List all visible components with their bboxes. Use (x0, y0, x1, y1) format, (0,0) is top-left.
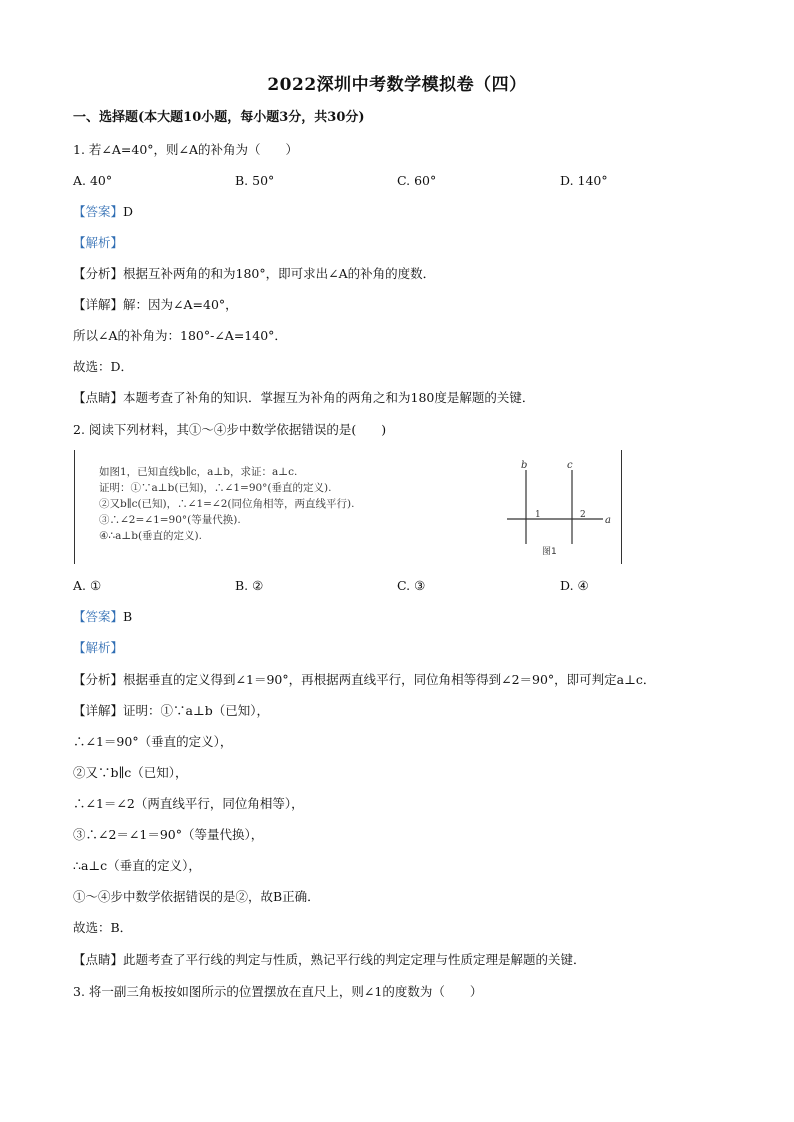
q2-option-d: D. ④ (560, 578, 589, 593)
answer-tag: 【答案】 (73, 204, 124, 219)
fenxi-text: 根据互补两角的和为180°，即可求出∠A的补角的度数． (123, 266, 436, 281)
q2-answer (73, 609, 132, 625)
q1-stem: 1. 若∠A=40°，则∠A的补角为（ ） (73, 142, 299, 157)
figure-line: 证明：①∵a⊥b(已知)，∴∠1=90°(垂直的定义). (99, 482, 332, 494)
fenxi-text: 根据垂直的定义得到∠1＝90°，再根据两直线平行，同位角相等得到∠2＝90°，即可判定a⊥c． (123, 672, 656, 687)
q3-stem: 3. 将一副三角板按如图所示的位置摆放在直尺上，则∠1的度数为（ ） (73, 984, 483, 999)
label-c: c (567, 460, 573, 471)
q1-xiangjie (73, 297, 238, 313)
q2-option-c: C. ③ (397, 578, 426, 593)
answer-value: D (123, 204, 134, 219)
xiangjie-tag: 【详解】 (73, 297, 124, 312)
figure-proof-text (99, 464, 354, 544)
label-b: b (521, 460, 528, 471)
xiangjie-text: 证明：①∵a⊥b（已知）， (123, 703, 269, 718)
angle-1-label: 1 (535, 510, 541, 520)
q2-step: ∴∠1＝90°（垂直的定义）， (73, 734, 233, 749)
q2-xiangjie (73, 703, 269, 719)
section-heading: 一、选择题(本大题10小题，每小题3分，共30分) (73, 110, 365, 125)
q1-fenxi (73, 266, 435, 282)
page-title: 2022深圳中考数学模拟卷（四） (267, 75, 527, 95)
fenxi-tag: 【分析】 (73, 266, 124, 281)
q1-option-d: D. 140° (560, 173, 608, 188)
q1-dianjing (73, 390, 534, 406)
figure-line: ②又b∥c(已知)，∴∠1=∠2(同位角相等，两直线平行). (99, 498, 355, 510)
angle-2-label: 2 (580, 510, 586, 520)
dianjing-tag: 【点睛】 (73, 390, 124, 405)
q1-option-a: A. 40° (73, 173, 113, 188)
q1-option-b: B. 50° (235, 173, 275, 188)
q1-option-c: C. 60° (397, 173, 437, 188)
figure-caption: 图1 (542, 547, 557, 557)
xiangjie-text: 解：因为∠A=40°， (123, 297, 238, 312)
q2-step: ①～④步中数学依据错误的是②，故B正确． (73, 889, 320, 904)
q1-analysis-tag: 【解析】 (73, 235, 124, 250)
q2-step: ∴a⊥c（垂直的定义）， (73, 858, 201, 873)
dianjing-text: 本题考查了补角的知识．掌握互为补角的两角之和为180度是解题的关键． (123, 390, 535, 405)
q2-step: ②又∵b∥c（已知）， (73, 765, 188, 780)
q1-choose: 故选：D． (73, 359, 134, 374)
q2-step: ③∴∠2＝∠1＝90°（等量代换）， (73, 827, 264, 842)
q1-line2: 所以∠A的补角为：180°-∠A=140°． (73, 328, 287, 343)
answer-tag: 【答案】 (73, 609, 124, 624)
figure-line: 如图1，已知直线b∥c，a⊥b，求证：a⊥c. (99, 466, 298, 478)
xiangjie-tag: 【详解】 (73, 703, 124, 718)
q2-step: ∴∠1＝∠2（两直线平行，同位角相等）， (73, 796, 304, 811)
q2-dianjing (73, 952, 586, 968)
q2-stem: 2. 阅读下列材料，其①～④步中数学依据错误的是( ) (73, 422, 387, 437)
q2-choose: 故选：B． (73, 920, 133, 935)
q1-answer (73, 204, 133, 220)
answer-value: B (123, 609, 133, 624)
q2-fenxi (73, 672, 655, 688)
parallel-lines-diagram (505, 456, 615, 560)
figure-line: ④∴a⊥b(垂直的定义). (99, 530, 202, 542)
q2-option-b: B. ② (235, 578, 264, 593)
q2-figure (74, 450, 622, 564)
q2-option-a: A. ① (73, 578, 102, 593)
dianjing-text: 此题考查了平行线的判定与性质，熟记平行线的判定定理与性质定理是解题的关键． (123, 952, 586, 967)
dianjing-tag: 【点睛】 (73, 952, 124, 967)
q2-analysis-tag: 【解析】 (73, 640, 124, 655)
figure-line: ③∴∠2=∠1=90°(等量代换). (99, 514, 241, 526)
fenxi-tag: 【分析】 (73, 672, 124, 687)
label-a: a (605, 515, 611, 526)
